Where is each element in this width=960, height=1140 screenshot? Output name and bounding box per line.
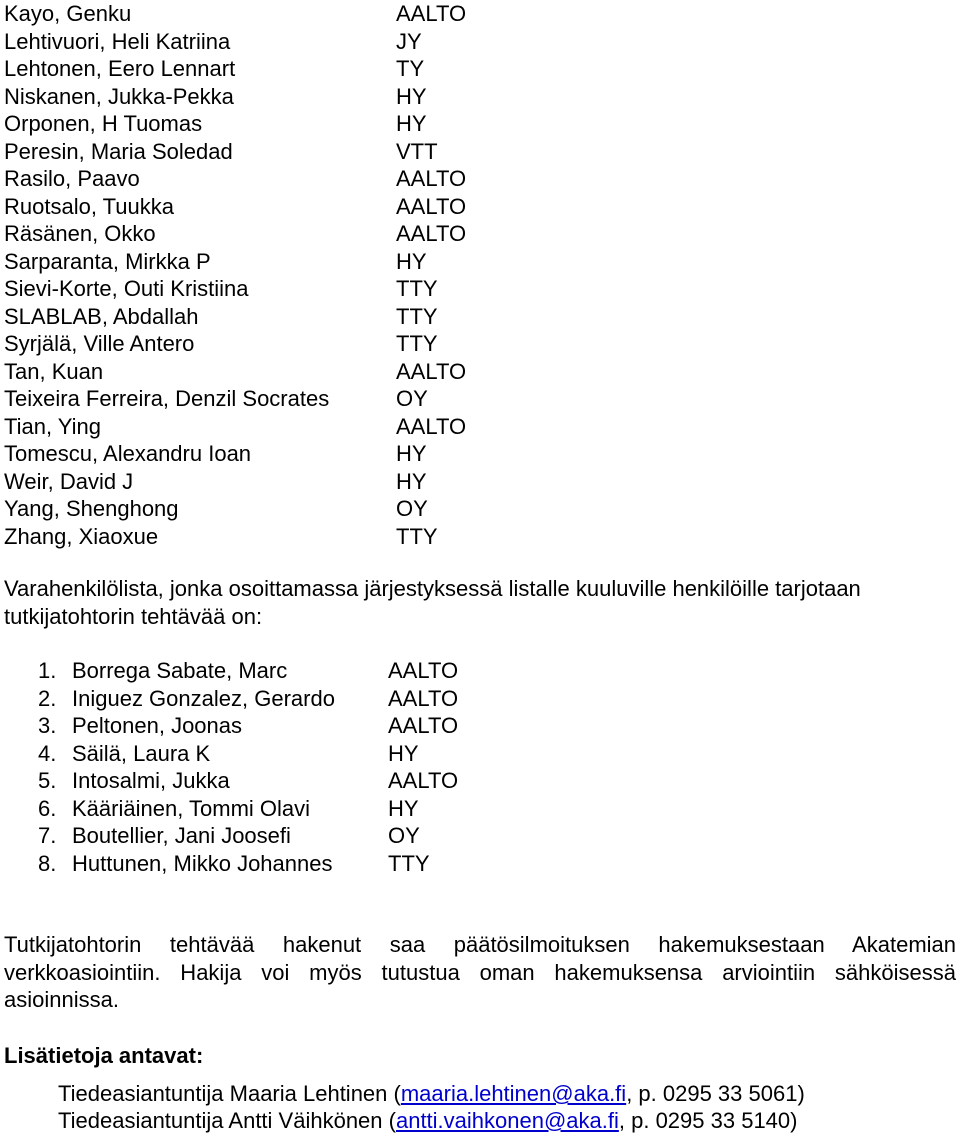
organization-code: AALTO xyxy=(396,413,467,439)
contact-suffix: , p. 0295 33 5061) xyxy=(626,1081,805,1106)
person-name: Kääriäinen, Tommi Olavi xyxy=(72,795,311,821)
rank-number: 2. xyxy=(38,685,57,711)
person-name: Säilä, Laura K xyxy=(72,740,211,766)
person-name: Ruotsalo, Tuukka xyxy=(4,193,174,219)
rank-number: 3. xyxy=(38,713,57,738)
person-name: Iniguez Gonzalez, Gerardo xyxy=(72,685,335,711)
organization-code: AALTO xyxy=(388,768,459,793)
rank-number: 4. xyxy=(38,740,57,766)
organization-code: AALTO xyxy=(388,713,459,738)
organization-code: TTY xyxy=(396,276,438,301)
organization-code: HY xyxy=(388,795,419,821)
organization-code: JY xyxy=(396,28,422,54)
organization-code: HY xyxy=(396,468,427,494)
rank-number: 8. xyxy=(38,850,57,876)
organization-code: TTY xyxy=(396,331,438,356)
person-name: Teixeira Ferreira, Denzil Socrates xyxy=(4,386,330,411)
contact-line xyxy=(58,1080,805,1107)
person-name: Peresin, Maria Soledad xyxy=(4,138,233,164)
person-name: Peltonen, Joonas xyxy=(72,713,243,738)
person-name: Syrjälä, Ville Antero xyxy=(4,331,195,356)
organization-code: AALTO xyxy=(396,193,467,219)
email-link[interactable]: antti.vaihkonen@aka.fi xyxy=(395,1108,619,1133)
person-name: Borrega Sabate, Marc xyxy=(72,658,288,683)
organization-code: HY xyxy=(396,248,427,274)
person-name: Lehtivuori, Heli Katriina xyxy=(4,28,231,54)
organization-code: TTY xyxy=(396,523,438,549)
organization-code: OY xyxy=(388,823,420,848)
rank-number: 6. xyxy=(38,795,57,821)
organization-code: AALTO xyxy=(396,358,467,384)
organization-code: TTY xyxy=(396,303,438,329)
person-name: SLABLAB, Abdallah xyxy=(4,303,199,329)
decision-note: Tutkijatohtorin tehtävää hakenut saa päätösilmoituksen hakemuksestaan Akatemian verkkoasiointiin. Hakija voi myös tutustua oman hakemuksensa arviointiin sähköisessä asioinnissa. xyxy=(4,932,956,1012)
contact-prefix: Tiedeasiantuntija Maaria Lehtinen ( xyxy=(58,1081,401,1106)
organization-code: TY xyxy=(396,56,425,81)
email-link[interactable]: maaria.lehtinen@aka.fi xyxy=(400,1081,627,1106)
organization-code: OY xyxy=(396,496,428,521)
organization-code: AALTO xyxy=(396,221,467,246)
person-name: Tan, Kuan xyxy=(4,358,104,384)
organization-code: AALTO xyxy=(388,685,459,711)
rank-number: 7. xyxy=(38,823,57,848)
organization-code: TTY xyxy=(388,850,430,876)
person-name: Yang, Shenghong xyxy=(4,496,179,521)
person-name: Lehtonen, Eero Lennart xyxy=(4,56,236,81)
organization-code: AALTO xyxy=(396,166,467,191)
rank-number: 1. xyxy=(38,658,57,683)
person-name: Huttunen, Mikko Johannes xyxy=(72,850,333,876)
organization-code: HY xyxy=(396,83,427,109)
contact-prefix: Tiedeasiantuntija Antti Väihkönen ( xyxy=(58,1108,396,1133)
person-name: Sievi-Korte, Outi Kristiina xyxy=(4,276,249,301)
organization-code: AALTO xyxy=(396,1,467,26)
contact-line xyxy=(58,1107,797,1134)
contact-suffix: , p. 0295 33 5140) xyxy=(618,1108,798,1133)
organization-code: VTT xyxy=(396,138,438,164)
person-name: Kayo, Genku xyxy=(4,1,132,26)
rank-number: 5. xyxy=(38,768,57,793)
person-name: Räsänen, Okko xyxy=(4,221,156,246)
reserve-list-intro: Varahenkilölista, jonka osoittamassa järjestyksessä listalle kuuluville henkilöille tarjotaan tutkijatohtorin tehtävää on: xyxy=(4,576,861,629)
organization-code: HY xyxy=(396,441,427,466)
organization-code: OY xyxy=(396,386,428,411)
person-name: Zhang, Xiaoxue xyxy=(4,523,159,549)
person-name: Orponen, H Tuomas xyxy=(4,111,203,136)
person-name: Tomescu, Alexandru Ioan xyxy=(4,441,252,466)
person-name: Rasilo, Paavo xyxy=(4,166,140,191)
contacts-heading: Lisätietoja antavat: xyxy=(4,1043,204,1068)
organization-code: HY xyxy=(396,111,427,136)
person-name: Intosalmi, Jukka xyxy=(72,768,230,793)
organization-code: HY xyxy=(388,740,419,766)
person-name: Niskanen, Jukka-Pekka xyxy=(4,83,234,109)
person-name: Weir, David J xyxy=(4,468,134,494)
person-name: Sarparanta, Mirkka P xyxy=(4,248,211,274)
person-name: Boutellier, Jani Joosefi xyxy=(72,823,291,848)
person-name: Tian, Ying xyxy=(4,413,102,439)
organization-code: AALTO xyxy=(388,658,459,683)
